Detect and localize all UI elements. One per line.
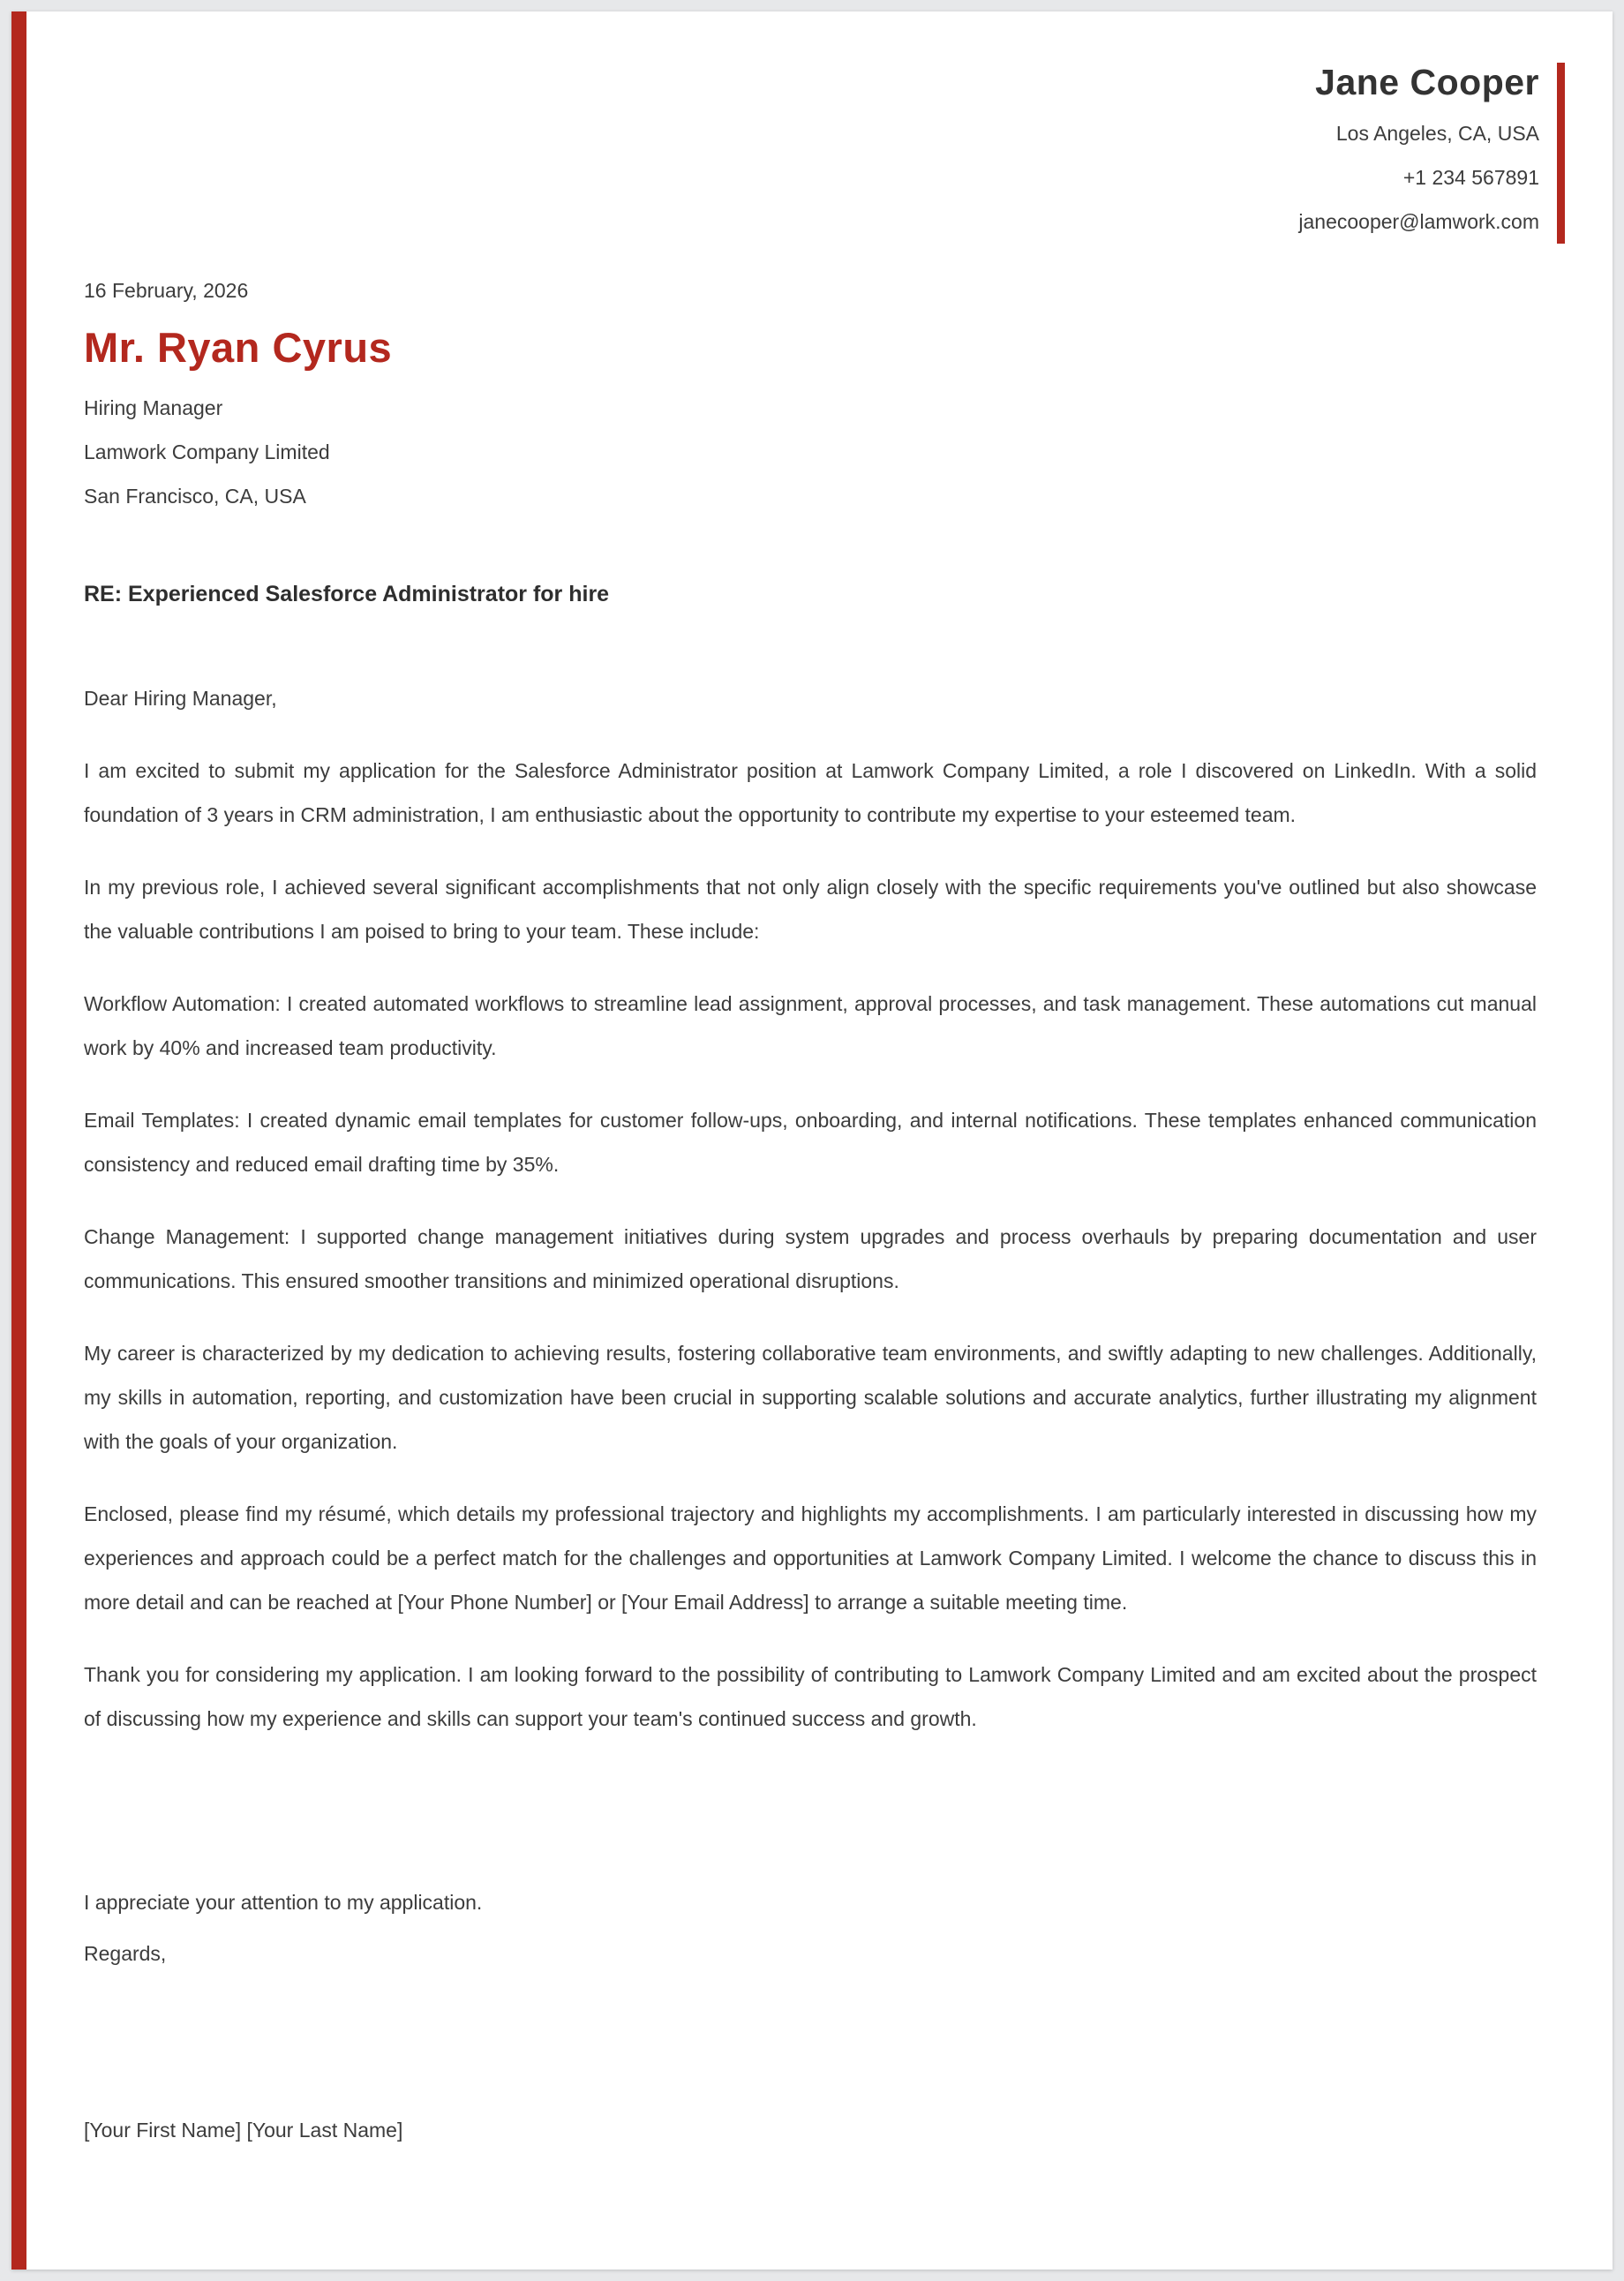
left-accent-bar [11,11,26,2270]
body-paragraph-workflow-automation: Workflow Automation: I created automated workflows to streamline lead assignment, approval processes, and task management. These automations cut manual work by 40% and increased team productivity. [84,992,1537,1060]
recipient-title: Hiring Manager [84,396,223,420]
sender-phone: +1 234 567891 [1402,166,1539,190]
body-paragraph-email-templates: Email Templates: I created dynamic email templates for customer follow-ups, onboarding, and internal notifications. These templates enhanced communication consistency and reduced email drafting time by 35%. [84,1109,1537,1177]
closing-line: I appreciate your attention to my application. [84,1891,483,1915]
header-accent-bar [1557,63,1565,244]
sender-header [11,11,1613,244]
sender-info-block [1298,63,1539,244]
body-paragraph-intro: I am excited to submit my application for the Salesforce Administrator position at Lamwork Company Limited, a role I discovered on LinkedIn. With a solid foundation of 3 years in CRM administration, I am enthusiastic about the opportunity to contribute my expertise to your esteemed team. [84,759,1537,827]
salutation: Dear Hiring Manager, [84,687,277,711]
letter-content [11,277,1613,2152]
body-paragraph-change-management: Change Management: I supported change management initiatives during system upgrades and process overhauls by preparing documentation and user communications. This ensured smoother transitions and minimized operational disruptions. [84,1225,1537,1293]
sender-name: Jane Cooper [1315,62,1539,102]
letter-date: 16 February, 2026 [84,279,249,303]
body-paragraph-accomplishments-lead: In my previous role, I achieved several significant accomplishments that not only align closely with the specific requirements you've outlined but also showcase the valuable contributions I am poised to bring to your team. These include: [84,876,1537,944]
body-paragraph-thanks: Thank you for considering my application. I am looking forward to the possibility of contributing to Lamwork Company Limited and am excited about the prospect of discussing how my experience and skills can support your team's continued success and growth. [84,1663,1537,1731]
recipient-name: Mr. Ryan Cyrus [84,324,393,372]
subject-line: RE: Experienced Salesforce Administrator for hire [84,582,610,607]
letter-page [11,11,1613,2270]
body-paragraph-career-summary: My career is characterized by my dedication to achieving results, fostering collaborative team environments, and swiftly adapting to new challenges. Additionally, my skills in automation, reporting, and customization have been crucial in supporting scalable solutions and accurate analytics, further illustrating my alignment with the goals of your organization. [84,1342,1537,1454]
recipient-company: Lamwork Company Limited [84,440,330,464]
sender-location: Los Angeles, CA, USA [1335,122,1539,146]
recipient-location: San Francisco, CA, USA [84,485,306,508]
signoff: Regards, [84,1942,167,1966]
signature-placeholder: [Your First Name] [Your Last Name] [84,2119,403,2142]
letter-body [84,749,1537,1741]
body-paragraph-resume-enclosed: Enclosed, please find my résumé, which details my professional trajectory and highlights my accomplishments. I am particularly interested in discussing how my experiences and approach could be a perfect match for the challenges and opportunities at Lamwork Company Limited. I welcome the chance to discuss this in more detail and can be reached at [Your Phone Number] or [Your Email Address] to arrange a suitable meeting time. [84,1502,1537,1615]
sender-email: janecooper@lamwork.com [1298,210,1539,234]
